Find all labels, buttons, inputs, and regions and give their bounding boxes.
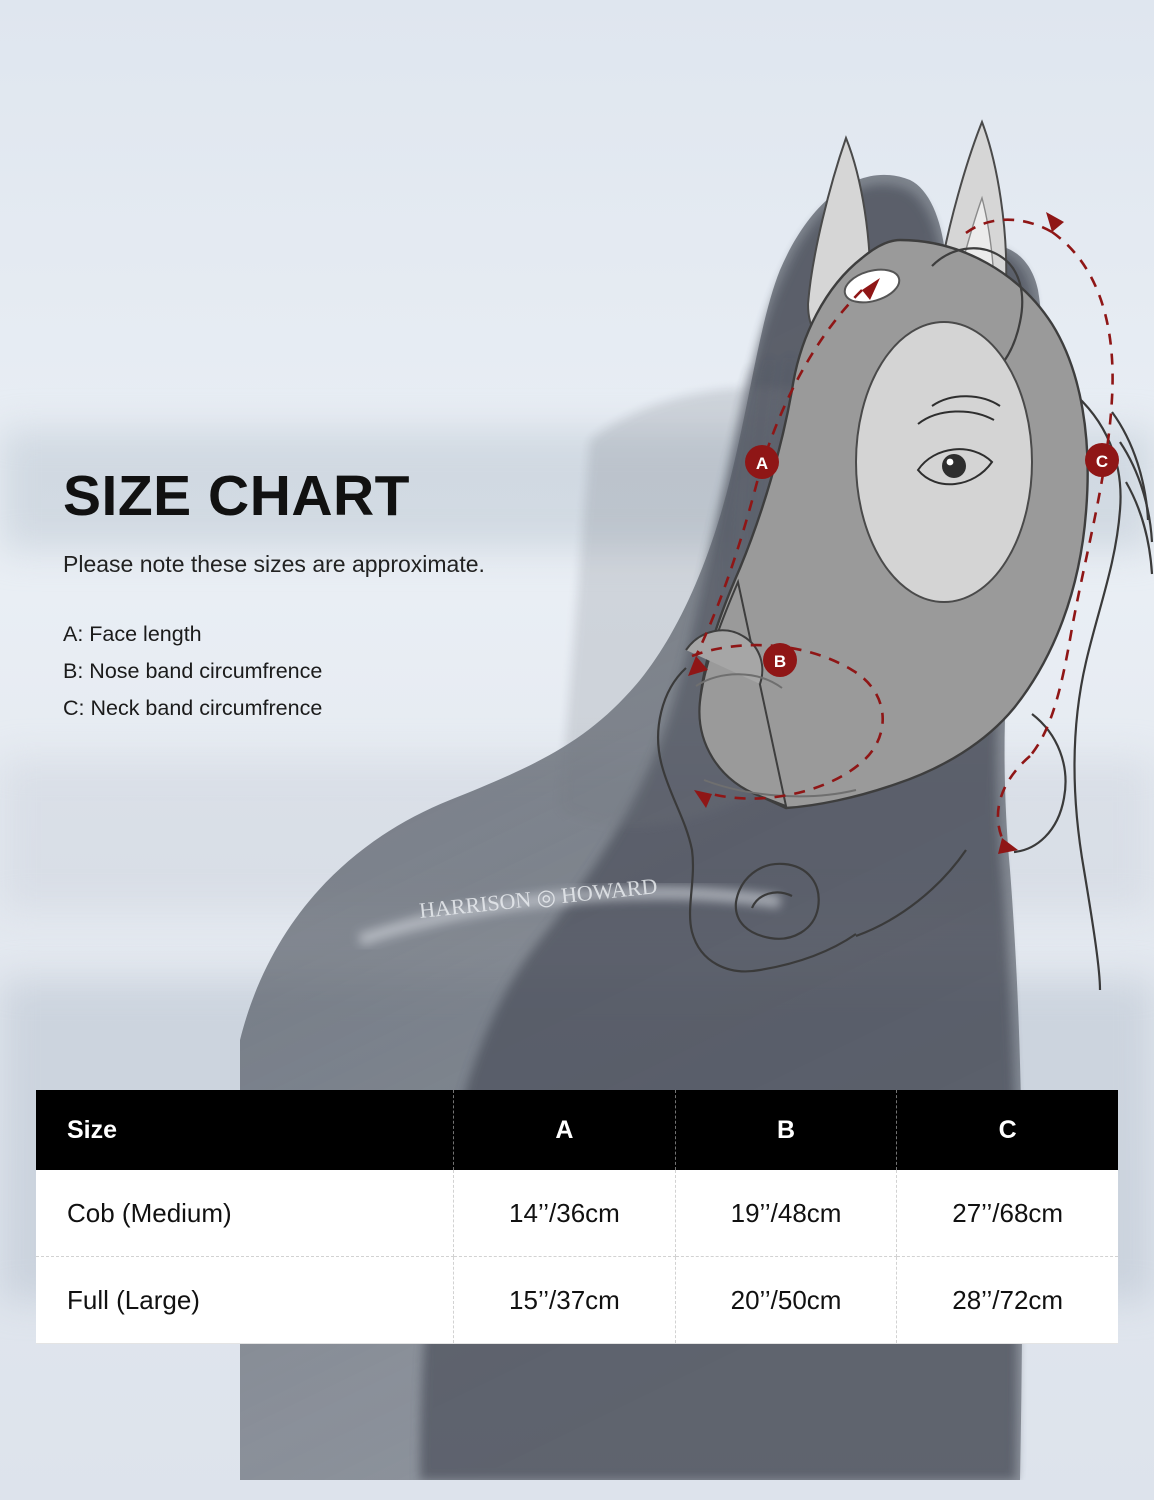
measure-badge-c: [1085, 443, 1119, 477]
page-title: SIZE CHART: [63, 464, 410, 528]
column-header-c: C: [897, 1090, 1118, 1170]
cell-size: Full (Large): [36, 1257, 454, 1344]
column-header-size: Size: [36, 1090, 454, 1170]
neck-crease: [1014, 714, 1066, 852]
cell-b: 19’’/48cm: [675, 1170, 897, 1257]
size-table-body: [36, 1170, 1118, 1344]
measure-badge-a: [745, 445, 779, 479]
size-table-head: [36, 1090, 1118, 1170]
svg-text:B: B: [773, 652, 787, 671]
column-header-b: B: [675, 1090, 897, 1170]
svg-text:A: A: [755, 454, 769, 473]
legend-item-b: B: Nose band circumfrence: [63, 658, 323, 683]
legend-item-a: A: Face length: [63, 622, 202, 646]
cell-c: 28’’/72cm: [897, 1257, 1118, 1344]
halter-watermark: HARRISON ◎ HOWARD: [417, 873, 659, 923]
cheek-outline: [856, 850, 966, 936]
svg-text:C: C: [1095, 452, 1109, 471]
table-row: [36, 1170, 1118, 1257]
nostril-outline: [736, 864, 819, 939]
cell-b: 20’’/50cm: [675, 1257, 897, 1344]
size-table: [36, 1090, 1118, 1344]
column-header-a: A: [454, 1090, 676, 1170]
mane-wisp: [1126, 482, 1152, 574]
table-row: [36, 1257, 1118, 1344]
legend-item-c: C: Neck band circumfrence: [63, 695, 323, 720]
measure-line-c-bottom: [998, 756, 1030, 838]
headline-block: [63, 464, 703, 727]
page-subtitle: Please note these sizes are approximate.: [63, 551, 485, 577]
cell-size: Cob (Medium): [36, 1170, 454, 1257]
nostril-detail: [752, 892, 792, 908]
cell-a: 15’’/37cm: [454, 1257, 676, 1344]
cell-c: 27’’/68cm: [897, 1170, 1118, 1257]
cell-a: 14’’/36cm: [454, 1170, 676, 1257]
table-header-row: [36, 1090, 1118, 1170]
measure-badge-b: [763, 643, 797, 677]
